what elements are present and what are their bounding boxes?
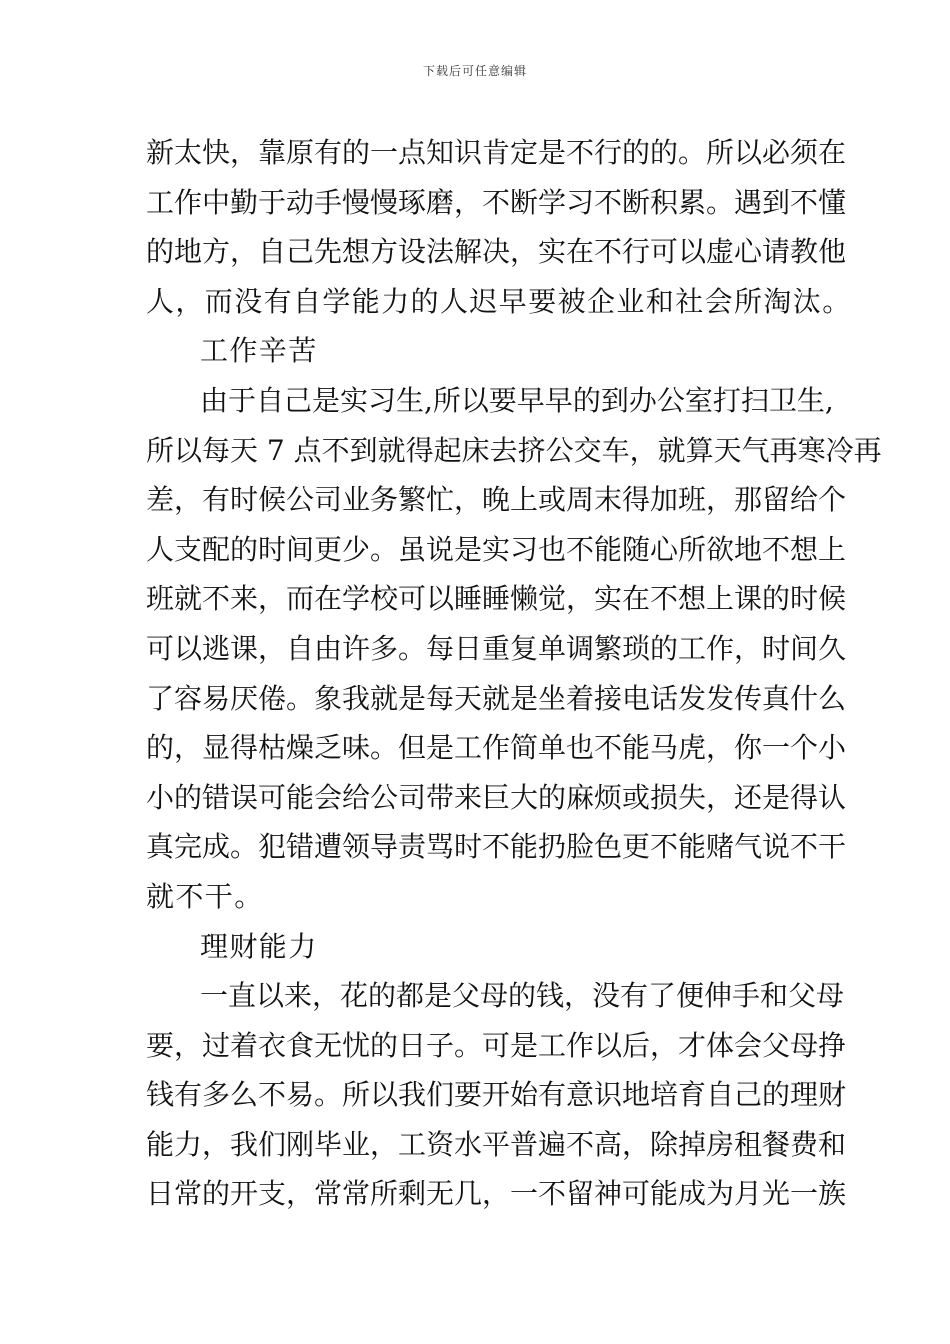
document-body <box>146 128 882 1219</box>
text-line: 人，而没有自学能力的人迟早要被企业和社会所淘汰。 <box>146 284 852 318</box>
text-line: 人支配的时间更少。虽说是实习也不能随心所欲地不想上 <box>146 532 847 566</box>
text-line: 可以逃课，自由许多。每日重复单调繁琐的工作，时间久 <box>146 631 847 665</box>
text-line: 班就不来，而在学校可以睡睡懒觉，实在不想上课的时候 <box>146 582 847 616</box>
text-line: 差，有时候公司业务繁忙，晚上或周末得加班，那留给个 <box>146 483 847 517</box>
text-line: 能力，我们刚毕业，工资水平普遍不高，除掉房租餐费和 <box>146 1127 847 1161</box>
page-header: 下载后可任意编辑 <box>422 64 527 78</box>
text-line: 新太快，靠原有的一点知识肯定是不行的的。所以必须在 <box>146 136 847 169</box>
text-line: 要，过着衣食无忧的日子。可是工作以后，才体会父母挣 <box>146 1028 847 1062</box>
text-line: 由于自己是实习生,所以要早早的到办公室打扫卫生, <box>200 383 834 417</box>
text-line: 工作中勤于动手慢慢琢磨，不断学习不断积累。遇到不懂 <box>146 185 847 219</box>
text-line: 了容易厌倦。象我就是每天就是坐着接电话发发传真什么 <box>146 681 847 715</box>
text-line: 小的错误可能会给公司带来巨大的麻烦或损失，还是得认 <box>146 780 847 814</box>
text-line: 的地方，自己先想方设法解决，实在不行可以虚心请教他 <box>146 235 847 269</box>
text-line: 一直以来，花的都是父母的钱，没有了便伸手和父母 <box>200 979 845 1013</box>
text-line: 所以每天 7 点不到就得起床去挤公交车，就算天气再寒冷再 <box>146 433 882 467</box>
section-heading: 工作辛苦 <box>200 334 318 368</box>
text-line: 钱有多么不易。所以我们要开始有意识地培育自己的理财 <box>146 1078 847 1112</box>
section-heading: 理财能力 <box>200 929 318 963</box>
text-line: 的，显得枯燥乏味。但是工作简单也不能马虎，你一个小 <box>146 731 847 765</box>
text-line: 就不干。 <box>146 879 264 913</box>
text-line: 日常的开支，常常所剩无几，一不留神可能成为月光一族 <box>146 1177 847 1211</box>
text-line: 真完成。犯错遭领导责骂时不能扔脸色更不能赌气说不干 <box>146 830 847 864</box>
